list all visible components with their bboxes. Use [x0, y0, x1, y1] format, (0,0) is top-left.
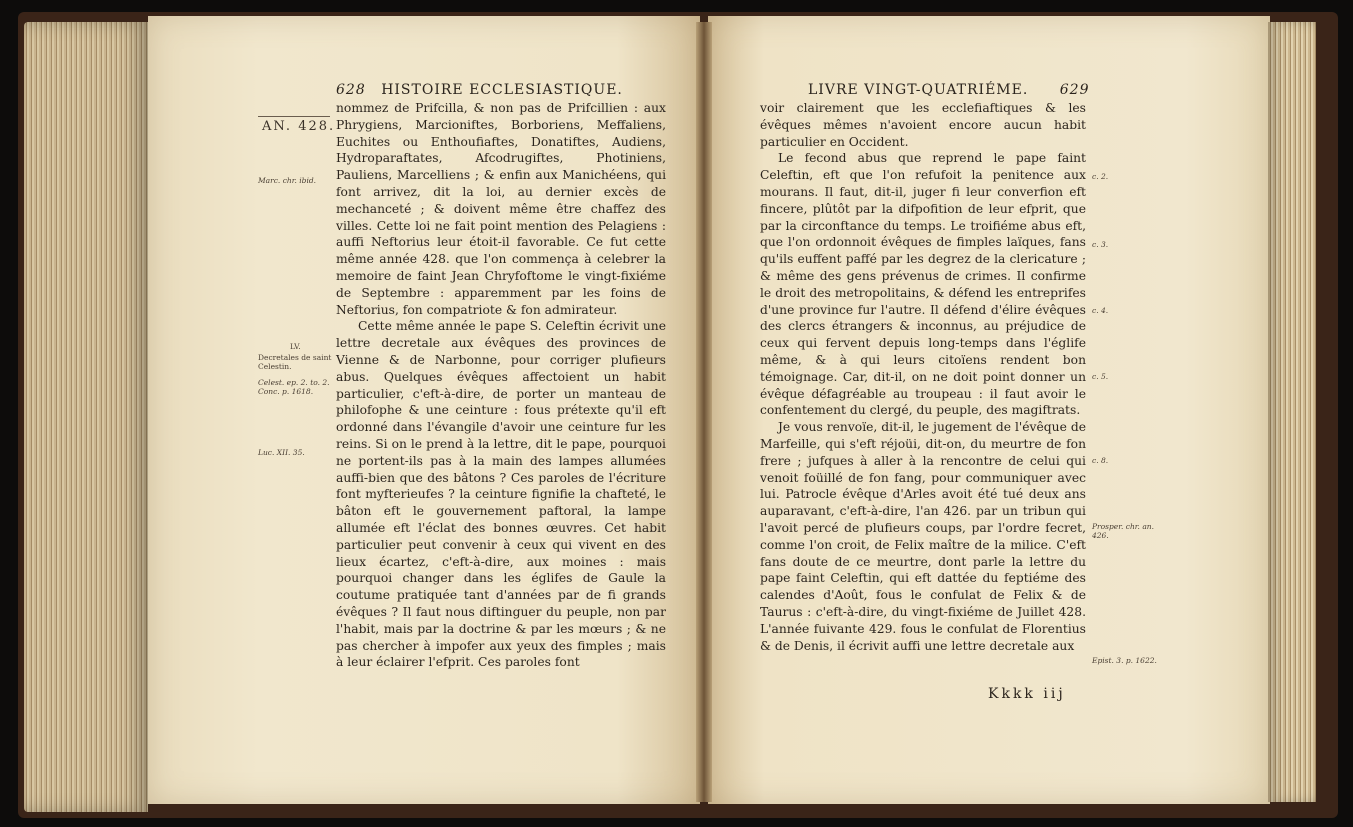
page-edges-right: [1268, 22, 1316, 802]
left-page-number: 628: [336, 82, 366, 98]
right-paragraph-2: Le fecond abus que reprend le pape faint Celeftin, eft que l'on refufoit la penitence aux mourans. Il faut, dit-il, juger fi leur converfion eft fincere, plûtôt par la difpofition de leur efprit, que par la circonftance du temps. Le troifiéme abus eft, que l'on ordonnoit évêques de fimples laïques, fans qu'ils euffent paffé par les degrez de la clericature ; & même des gens prévenus de crimes. Il confirme le droit des metropolitains, & défend les entreprifes d'une province fur l'autre. Il défend d'élire évêques des clercs étrangers & inconnus, au préjudice de ceux qui fervent depuis long-temps dans l'églife même, & à qui leurs citoïens rendent bon témoignage. Car, dit-il, on ne doit point donner un évêque défagréable au troupeau : il faut avoir le confentement du clergé, du peuple, des magiftrats.: [760, 151, 1086, 418]
margin-ref-celest: Celest. ep. 2. to. 2. Conc. p. 1618.: [258, 378, 330, 396]
left-paragraph-1: nommez de Prifcilla, & non pas de Prifcillien : aux Phrygiens, Marcioniftes, Borboriens, Meffaliens, Euchites ou Enthoufiaftes, Donatiftes, Audiens, Hydroparaftates, Afcodrugiftes, Photiniens, Pauliens, Marcelliens ; & enfin aux Manichéens, qui font arrivez, dit la loi, au dernier excès de mechanceté ; & doivent même être chaffez des villes. Cette loi ne fait point mention des Pelagiens : auffi Neftorius leur étoit-il favorable. Ce fut cette même année 428. que l'on commença à celebrer la memoire de faint Jean Chryfoftome le vingt-fixiéme de Septembre : apparemment par les foins de Neftorius, fon compatriote & fon admirateur.: [336, 101, 666, 317]
right-paragraph-3: Je vous renvoïe, dit-il, le jugement de l'évêque de Marfeille, qui s'eft réjoüi, dit-on, du meurtre de fon frere ; jufques à aller à la rencontre de celui qui venoit foüillé de fon fang, pour communiquer avec lui. Patrocle évêque d'Arles avoit été tué deux ans auparavant, c'eft-à-dire, l'an 426. par un tribun qui l'avoit percé de plufieurs coups, par l'ordre fecret, comme l'on croit, de Felix maître de la milice. C'eft fans doute de ce meurtre, dont parle la lettre du pape faint Celeftin, qui eft dattée du feptiéme des calendes d'Août, fous le confulat de Felix & de Taurus : c'eft-à-dire, du vingt-fixiéme de Juillet 428. L'année fuivante 429. fous le confulat de Florentius & de Denis, il écrivit auffi une lettre decretale aux: [760, 420, 1086, 653]
right-running-head: [808, 82, 1100, 98]
margin-epist: Epist. 3. p. 1622.: [1092, 656, 1157, 665]
margin-rule: [258, 116, 330, 117]
left-running-title: HISTOIRE ECCLESIASTIQUE.: [381, 82, 623, 98]
right-page-number: 629: [1059, 82, 1090, 98]
left-paragraph-2: Cette même année le pape S. Celeftin écrivit une lettre decretale aux évêques des provinces de Vienne & de Narbonne, pour corriger plufieurs abus. Quelques évêques affectoient un habit particulier, c'eft-à-dire, de porter un manteau de philofophe & une ceinture : fous prétexte qu'il eft ordonné dans l'évangile d'avoir une ceinture fur les reins. Si on le prend à la lettre, dit le pape, pourquoi ne portent-ils pas à la main des lampes allumées auffi-bien que des bâtons ? Ces paroles de l'écriture font myfterieufes ? la ceinture fignifie la chafteté, le bâton eft le gouvernement paftoral, la lampe allumée eft l'éclat des bonnes œuvres. Cet habit particulier peut convenir à ceux qui vivent en des lieux écartez, c'eft-à-dire, aux moines : mais pourquoi changer dans les églifes de Gaule la coutume pratiquée tant d'années par de fi grands évêques ? Il faut nous diftinguer du peuple, non par l'habit, mais par la doctrine & par les mœurs ; & ne pas chercher à impofer aux yeux des fimples ; mais à leur éclairer l'efprit. Ces paroles font: [336, 319, 666, 670]
margin-c3: c. 3.: [1092, 240, 1109, 249]
margin-ref-marc: Marc. chr. ibid.: [258, 176, 317, 185]
left-running-head: [336, 82, 623, 98]
margin-section-number: LV.: [290, 342, 301, 351]
margin-prosper: Prosper. chr. an. 426.: [1092, 522, 1155, 540]
margin-section-title: Decretales de saint Celestin.: [258, 353, 332, 371]
page-edges-left: [24, 22, 148, 812]
signature-mark: Kkkk iij: [988, 686, 1066, 702]
margin-c8: c. 8.: [1092, 456, 1109, 465]
margin-year: AN. 428.: [262, 119, 336, 134]
margin-c2: c. 2.: [1092, 172, 1109, 181]
right-running-title: LIVRE VINGT-QUATRIÉME.: [808, 82, 1029, 98]
left-body-text: [336, 100, 666, 671]
margin-c4: c. 4.: [1092, 306, 1109, 315]
book-gutter: [696, 22, 712, 802]
right-paragraph-1: voir clairement que les ecclefiaftiques & les évêques mêmes n'avoient encore aucun habit particulier en Occident.: [760, 101, 1086, 149]
margin-c5: c. 5.: [1092, 372, 1109, 381]
margin-ref-luc: Luc. XII. 35.: [258, 448, 305, 457]
right-body-text: [760, 100, 1086, 654]
